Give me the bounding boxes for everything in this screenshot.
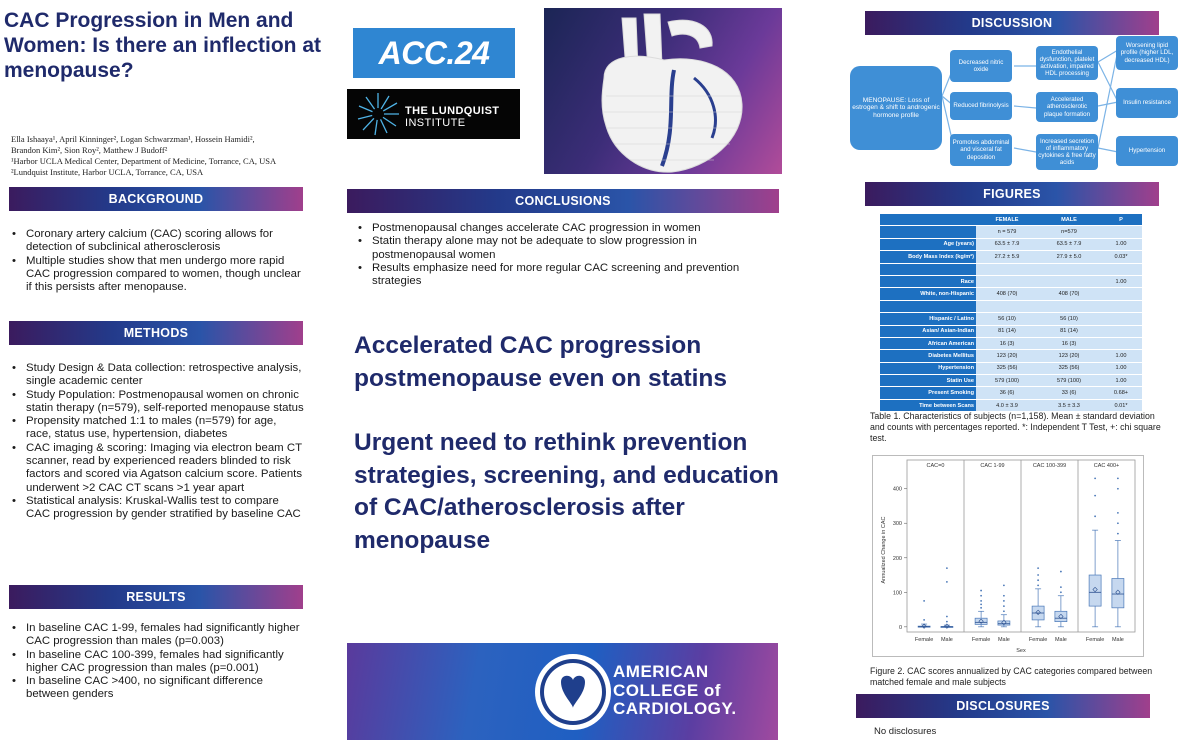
outlier-point bbox=[1094, 477, 1096, 479]
lundquist-line-1: THE LUNDQUIST bbox=[405, 105, 500, 117]
outlier-point bbox=[946, 567, 948, 569]
background-bullet: • Multiple studies show that men undergo more rapid CAC progression compared to women, though unclear if this persists after menopause. bbox=[9, 255, 304, 295]
outlier-point bbox=[946, 621, 948, 623]
outlier-point bbox=[1117, 512, 1119, 514]
table-cell: 1.00 bbox=[1100, 375, 1142, 387]
table-cell: 16 (3) bbox=[976, 337, 1038, 349]
table-header-cell: P bbox=[1100, 214, 1142, 226]
poster-title: CAC Progression in Men and Women: Is there an inflection at menopause? bbox=[4, 9, 321, 82]
methods-heading: METHODS bbox=[9, 321, 303, 345]
table-row bbox=[880, 362, 1142, 374]
outlier-point bbox=[1003, 610, 1005, 612]
table-cell bbox=[1100, 288, 1142, 300]
table-cell bbox=[1100, 263, 1142, 275]
panel-label: CAC 1-99 bbox=[980, 463, 1005, 469]
table-cell: 1.00 bbox=[1100, 350, 1142, 362]
acc-line-1: AMERICAN bbox=[613, 662, 709, 681]
table-cell: 27.9 ± 5.0 bbox=[1038, 251, 1100, 263]
methods-bullet: • Study Population: Postmenopausal women on chronic statin therapy (n=579), self-reported menopause status bbox=[9, 389, 304, 416]
key-message-2: Urgent need to rethink prevention strategies, screening, and education of CAC/atherosclerosis after menopause bbox=[354, 429, 779, 554]
table-cell bbox=[976, 275, 1038, 287]
disclosures-text: No disclosures bbox=[874, 726, 937, 737]
outcome-box: Hypertension bbox=[1116, 136, 1178, 166]
outlier-point bbox=[1037, 574, 1039, 576]
y-axis-label: Annualized Change in CAC bbox=[881, 516, 887, 584]
table-cell: Time between Scans bbox=[880, 399, 976, 411]
results-list bbox=[9, 622, 304, 702]
outlier-point bbox=[1037, 567, 1039, 569]
table-cell: 0.01* bbox=[1100, 399, 1142, 411]
results-bullet: • In baseline CAC 100-399, females had significantly higher CAC progression than males (p=0.001) bbox=[9, 649, 304, 676]
table-cell: 33 (6) bbox=[1038, 387, 1100, 399]
methods-bullet: • Statistical analysis: Kruskal-Wallis test to compare CAC progression by gender stratified by baseline CAC bbox=[9, 495, 304, 522]
x-tick-label: Female bbox=[1028, 637, 1048, 643]
outlier-point bbox=[1003, 584, 1005, 586]
table-cell: 4.0 ± 3.9 bbox=[976, 399, 1038, 411]
y-tick-label: 300 bbox=[892, 521, 902, 528]
outlier-point bbox=[980, 590, 982, 592]
table-header-cell: MALE bbox=[1038, 214, 1100, 226]
mid-box: Promotes abdominal and visceral fat deposition bbox=[950, 134, 1012, 166]
table-row bbox=[880, 399, 1142, 411]
outlier-point bbox=[1037, 584, 1039, 586]
box bbox=[1055, 611, 1067, 621]
table-cell: 1.00 bbox=[1100, 275, 1142, 287]
table-row bbox=[880, 226, 1142, 238]
box-plot-chart bbox=[872, 455, 1144, 657]
table-cell: Asian/ Asian-Indian bbox=[880, 325, 976, 337]
results-bullet: • In baseline CAC 1-99, females had significantly higher CAC progression than males (p=0.003) bbox=[9, 622, 304, 649]
table-row bbox=[880, 263, 1142, 275]
acc24-logo: ACC.24 bbox=[353, 28, 515, 78]
table-cell bbox=[1100, 300, 1142, 312]
table-row bbox=[880, 288, 1142, 300]
x-tick-label: Female bbox=[1085, 637, 1105, 643]
table-cell: Statin Use bbox=[880, 375, 976, 387]
characteristics-table bbox=[880, 214, 1142, 412]
outlier-point bbox=[1003, 605, 1005, 607]
background-heading: BACKGROUND bbox=[9, 187, 303, 211]
table-row bbox=[880, 313, 1142, 325]
table-cell bbox=[1038, 263, 1100, 275]
table-cell: 3.5 ± 3.3 bbox=[1038, 399, 1100, 411]
table-row bbox=[880, 350, 1142, 362]
x-tick-label: Male bbox=[997, 637, 1010, 643]
mechanism-box: Endothelial dysfunction, platelet activation, impaired HDL processing bbox=[1036, 46, 1098, 80]
panel-label: CAC 400+ bbox=[1093, 463, 1120, 469]
table-cell: Age (years) bbox=[880, 238, 976, 250]
lundquist-logo bbox=[347, 89, 520, 139]
table-cell: 123 (20) bbox=[976, 350, 1038, 362]
results-bullet: • In baseline CAC >400, no significant difference between genders bbox=[9, 675, 304, 702]
acc-line-3: CARDIOLOGY. bbox=[613, 699, 737, 718]
mechanism-box: Accelerated atherosclerotic plaque formation bbox=[1036, 92, 1098, 122]
methods-list bbox=[9, 362, 304, 522]
authors-line-2: Brandon Kim², Sion Roy², Matthew J Budoff² bbox=[11, 145, 168, 155]
table-cell: Race bbox=[880, 275, 976, 287]
outlier-point bbox=[1117, 533, 1119, 535]
table-cell: Diabetes Mellitus bbox=[880, 350, 976, 362]
lundquist-burst-icon bbox=[353, 89, 403, 139]
results-heading: RESULTS bbox=[9, 585, 303, 609]
table-cell bbox=[976, 263, 1038, 275]
background-bullet: • Coronary artery calcium (CAC) scoring allows for detection of subclinical atherosclerosis bbox=[9, 228, 304, 255]
table-cell bbox=[1038, 300, 1100, 312]
table-cell: 1.00 bbox=[1100, 362, 1142, 374]
table-cell: Body Mass Index (kg/m²) bbox=[880, 251, 976, 263]
table-cell: 63.5 ± 7.9 bbox=[1038, 238, 1100, 250]
table-cell: African American bbox=[880, 337, 976, 349]
table-cell: 36 (6) bbox=[976, 387, 1038, 399]
outcome-box: Insulin resistance bbox=[1116, 88, 1178, 118]
panel-label: CAC=0 bbox=[926, 463, 945, 469]
table-cell: 56 (10) bbox=[976, 313, 1038, 325]
conclusions-list bbox=[355, 222, 775, 288]
y-tick-label: 200 bbox=[892, 555, 902, 562]
heart-illustration bbox=[544, 8, 782, 174]
discussion-heading: DISCUSSION bbox=[865, 11, 1159, 35]
acc-seal-icon bbox=[533, 652, 613, 732]
table-cell bbox=[1100, 325, 1142, 337]
table-cell: Present Smoking bbox=[880, 387, 976, 399]
discussion-diagram bbox=[846, 36, 1186, 167]
table-cell bbox=[880, 226, 976, 238]
outlier-point bbox=[980, 607, 982, 609]
outlier-point bbox=[1117, 477, 1119, 479]
table-row bbox=[880, 325, 1142, 337]
acc-name bbox=[613, 663, 737, 719]
outcome-box: Worsening lipid profile (higher LDL, decreased HDL) bbox=[1116, 36, 1178, 70]
table-row bbox=[880, 375, 1142, 387]
table-row bbox=[880, 300, 1142, 312]
outlier-point bbox=[1003, 600, 1005, 602]
acc-line-2: COLLEGE of bbox=[613, 680, 721, 700]
figure-caption: Figure 2. CAC scores annualized by CAC categories compared between matched female and male subjects bbox=[870, 666, 1153, 687]
outlier-point bbox=[1094, 495, 1096, 497]
outlier-point bbox=[946, 581, 948, 583]
authors-line-1: Ella Ishaaya¹, April Kinninger², Logan Schwarzman¹, Hossein Hamidi², bbox=[11, 134, 255, 144]
outlier-point bbox=[980, 603, 982, 605]
table-cell bbox=[1100, 313, 1142, 325]
table-cell: 27.2 ± 5.9 bbox=[976, 251, 1038, 263]
table-cell: White, non-Hispanic bbox=[880, 288, 976, 300]
outlier-point bbox=[980, 600, 982, 602]
acc-banner bbox=[347, 643, 778, 740]
outlier-point bbox=[923, 619, 925, 621]
conclusions-bullet: • Postmenopausal changes accelerate CAC progression in women bbox=[355, 222, 775, 235]
y-tick-label: 0 bbox=[898, 624, 902, 631]
table-cell: 408 (70) bbox=[976, 288, 1038, 300]
affiliation-2: ²Lundquist Institute, Harbor UCLA, Torrance, CA, USA bbox=[11, 167, 204, 177]
table-cell: n=579 bbox=[1038, 226, 1100, 238]
table-cell: 325 (56) bbox=[1038, 362, 1100, 374]
mid-box: Reduced fibrinolysis bbox=[950, 92, 1012, 120]
menopause-box: MENOPAUSE: Loss of estrogen & shift to androgenic hormone profile bbox=[850, 66, 942, 150]
outlier-point bbox=[1003, 595, 1005, 597]
x-tick-label: Female bbox=[914, 637, 934, 643]
table-cell: 56 (10) bbox=[1038, 313, 1100, 325]
table-cell: 0.68+ bbox=[1100, 387, 1142, 399]
table-cell: n = 579 bbox=[976, 226, 1038, 238]
key-message-1: Accelerated CAC progression postmenopause even on statins bbox=[354, 332, 728, 392]
table-cell bbox=[1038, 275, 1100, 287]
lundquist-name bbox=[405, 105, 499, 129]
mid-box: Decreased nitric oxide bbox=[950, 50, 1012, 82]
y-tick-label: 400 bbox=[892, 486, 902, 493]
table-cell: 579 (100) bbox=[976, 375, 1038, 387]
table-cell: 81 (14) bbox=[976, 325, 1038, 337]
mechanism-box: Increased secretion of inflammatory cytokines & free fatty acids bbox=[1036, 134, 1098, 170]
x-tick-label: Female bbox=[971, 637, 991, 643]
table-cell: 1.00 bbox=[1100, 238, 1142, 250]
outlier-point bbox=[1117, 488, 1119, 490]
table-row bbox=[880, 238, 1142, 250]
table-cell bbox=[880, 300, 976, 312]
conclusions-bullet: • Results emphasize need for more regular CAC screening and prevention strategies bbox=[355, 262, 775, 289]
x-tick-label: Male bbox=[1111, 637, 1124, 643]
table-cell: 408 (70) bbox=[1038, 288, 1100, 300]
table-cell bbox=[880, 263, 976, 275]
table-cell: Hypertension bbox=[880, 362, 976, 374]
table-cell bbox=[976, 300, 1038, 312]
outlier-point bbox=[1060, 586, 1062, 588]
methods-bullet: • Propensity matched 1:1 to males (n=579) for age, race, status use, hypertension, diabetes bbox=[9, 415, 304, 442]
outlier-point bbox=[1094, 515, 1096, 517]
table-cell bbox=[1100, 337, 1142, 349]
table-cell: 123 (20) bbox=[1038, 350, 1100, 362]
y-tick-label: 100 bbox=[892, 590, 902, 597]
lundquist-line-2: INSTITUTE bbox=[405, 117, 466, 129]
box bbox=[1089, 575, 1101, 606]
outlier-point bbox=[1117, 522, 1119, 524]
table-cell: 63.5 ± 7.9 bbox=[976, 238, 1038, 250]
methods-bullet: • Study Design & Data collection: retrospective analysis, single academic center bbox=[9, 362, 304, 389]
table-row bbox=[880, 387, 1142, 399]
outlier-point bbox=[980, 595, 982, 597]
table-cell: 16 (3) bbox=[1038, 337, 1100, 349]
panel-label: CAC 100-399 bbox=[1032, 463, 1067, 469]
conclusions-bullet: • Statin therapy alone may not be adequate to slow progression in postmenopausal women bbox=[355, 235, 775, 262]
outlier-point bbox=[1037, 579, 1039, 581]
outlier-point bbox=[1060, 571, 1062, 573]
heart-icon bbox=[544, 8, 782, 174]
figures-heading: FIGURES bbox=[865, 182, 1159, 206]
table-cell: 325 (56) bbox=[976, 362, 1038, 374]
table-row bbox=[880, 275, 1142, 287]
box-plot-svg bbox=[873, 456, 1143, 656]
x-tick-label: Male bbox=[1054, 637, 1067, 643]
table-row bbox=[880, 337, 1142, 349]
outlier-point bbox=[923, 600, 925, 602]
table-cell bbox=[1100, 226, 1142, 238]
conclusions-heading: CONCLUSIONS bbox=[347, 189, 779, 213]
outlier-point bbox=[946, 616, 948, 618]
table-cell: 81 (14) bbox=[1038, 325, 1100, 337]
methods-bullet: • CAC imaging & scoring: Imaging via electron beam CT scanner, read by experienced readers blinded to risk factors and scored via Agatson calcium score. Patients underwent >2 CAC CT scans >1 year apart bbox=[9, 442, 304, 495]
table-caption: Table 1. Characteristics of subjects (n=1,158). Mean ± standard deviation and counts with percentages reported. *: Independent T Test, +: chi square test. bbox=[870, 411, 1161, 443]
table-header-cell: FEMALE bbox=[976, 214, 1038, 226]
outlier-point bbox=[1060, 591, 1062, 593]
table-row bbox=[880, 251, 1142, 263]
author-block bbox=[11, 134, 311, 178]
table-cell: 579 (100) bbox=[1038, 375, 1100, 387]
table-header-cell bbox=[880, 214, 976, 226]
disclosures-heading: DISCLOSURES bbox=[856, 694, 1150, 718]
background-list bbox=[9, 228, 304, 294]
box bbox=[1112, 578, 1124, 607]
x-tick-label: Male bbox=[940, 637, 953, 643]
table-cell: Hispanic / Latino bbox=[880, 313, 976, 325]
x-axis-label: Sex bbox=[1016, 648, 1026, 654]
affiliation-1: ¹Harbor UCLA Medical Center, Department of Medicine, Torrance, CA, USA bbox=[11, 156, 277, 166]
table-cell: 0.03* bbox=[1100, 251, 1142, 263]
